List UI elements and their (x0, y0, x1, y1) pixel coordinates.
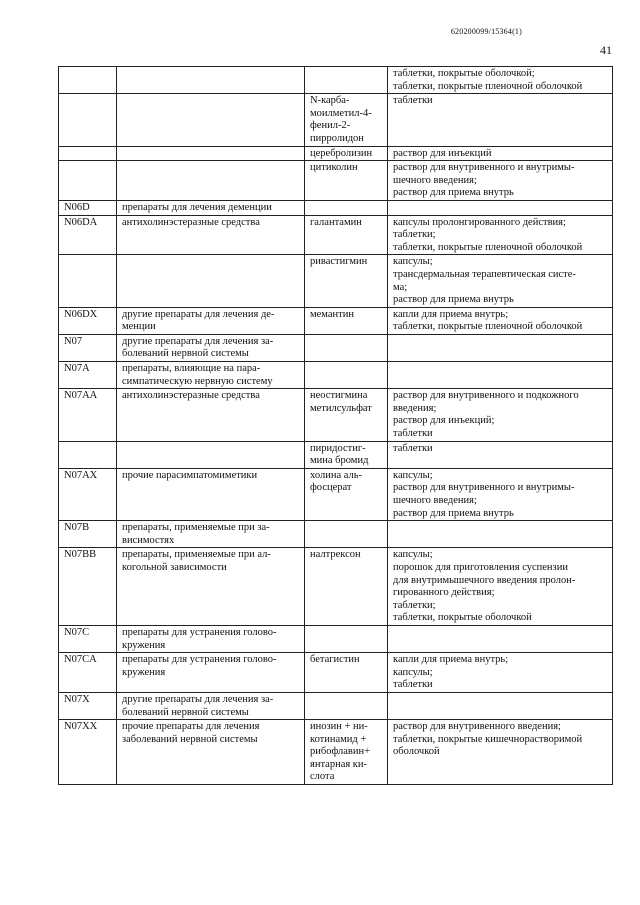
group-name-cell: препараты, применяемые при ал- когольной зависимости (117, 548, 305, 626)
atc-code-cell: N06D (59, 200, 117, 215)
substance-cell: N-карба- моилметил-4- фенил-2- пирролидон (305, 94, 388, 146)
substance-cell: цитиколин (305, 161, 388, 201)
substance-cell (305, 692, 388, 719)
group-name-cell: прочие препараты для лечения заболеваний нервной системы (117, 720, 305, 785)
dosage-forms-cell (388, 362, 613, 389)
substance-cell: мемантин (305, 307, 388, 334)
group-name-cell: прочие парасимпатомиметики (117, 468, 305, 520)
table-row (59, 200, 613, 215)
atc-code-cell: N07 (59, 334, 117, 361)
table-row (59, 67, 613, 94)
group-name-cell (117, 161, 305, 201)
dosage-forms-cell: капсулы; порошок для приготовления суспензии для внутримышечного введения пролон- гированного действия; таблетки; таблетки, покрытые оболочкой (388, 548, 613, 626)
substance-cell: ривастигмин (305, 255, 388, 307)
dosage-forms-cell (388, 625, 613, 652)
substance-cell (305, 334, 388, 361)
dosage-forms-cell (388, 692, 613, 719)
table-row (59, 215, 613, 255)
atc-code-cell (59, 146, 117, 161)
substance-cell (305, 200, 388, 215)
atc-code-cell: N06DX (59, 307, 117, 334)
group-name-cell (117, 441, 305, 468)
table-row (59, 468, 613, 520)
atc-code-cell (59, 67, 117, 94)
group-name-cell: препараты, применяемые при за- висимостях (117, 521, 305, 548)
table-row (59, 389, 613, 441)
table-row (59, 255, 613, 307)
document-id: 620200099/15364(1) (450, 27, 522, 36)
dosage-forms-cell: таблетки (388, 94, 613, 146)
dosage-forms-cell: раствор для внутривенного и подкожного введения; раствор для инъекций; таблетки (388, 389, 613, 441)
group-name-cell: препараты для устранения голово- кружения (117, 625, 305, 652)
dosage-forms-cell: раствор для внутривенного введения; таблетки, покрытые кишечнорастворимой оболочкой (388, 720, 613, 785)
table-row (59, 94, 613, 146)
table-row (59, 548, 613, 626)
group-name-cell (117, 146, 305, 161)
dosage-forms-cell: капсулы; трансдермальная терапевтическая систе- ма; раствор для приема внутрь (388, 255, 613, 307)
table-row (59, 362, 613, 389)
dosage-forms-cell: раствор для инъекций (388, 146, 613, 161)
atc-code-cell: N07AA (59, 389, 117, 441)
atc-code-cell: N07AX (59, 468, 117, 520)
substance-cell (305, 521, 388, 548)
table-row (59, 334, 613, 361)
group-name-cell (117, 67, 305, 94)
table-row (59, 146, 613, 161)
drug-table (58, 66, 613, 785)
drug-table-body (59, 67, 613, 785)
atc-code-cell (59, 94, 117, 146)
page-number: 41 (600, 43, 612, 57)
table-row (59, 625, 613, 652)
table-row (59, 161, 613, 201)
atc-code-cell (59, 255, 117, 307)
atc-code-cell: N07XX (59, 720, 117, 785)
substance-cell: холина аль- фосцерат (305, 468, 388, 520)
table-row (59, 692, 613, 719)
table-row (59, 720, 613, 785)
atc-code-cell (59, 441, 117, 468)
table-row (59, 521, 613, 548)
substance-cell (305, 67, 388, 94)
atc-code-cell: N07BB (59, 548, 117, 626)
table-row (59, 441, 613, 468)
substance-cell: церебролизин (305, 146, 388, 161)
dosage-forms-cell: капсулы; раствор для внутривенного и внутримы- шечного введения; раствор для приема внутрь (388, 468, 613, 520)
group-name-cell (117, 94, 305, 146)
group-name-cell: другие препараты для лечения за- болеваний нервной системы (117, 692, 305, 719)
substance-cell (305, 625, 388, 652)
dosage-forms-cell (388, 334, 613, 361)
substance-cell: неостигмина метилсульфат (305, 389, 388, 441)
dosage-forms-cell: капли для приема внутрь; капсулы; таблетки (388, 653, 613, 693)
substance-cell: бетагистин (305, 653, 388, 693)
dosage-forms-cell (388, 521, 613, 548)
atc-code-cell (59, 161, 117, 201)
atc-code-cell: N07X (59, 692, 117, 719)
substance-cell: налтрексон (305, 548, 388, 626)
substance-cell: инозин + ни- котинамид + рибофлавин+ янтарная ки- слота (305, 720, 388, 785)
atc-code-cell: N06DA (59, 215, 117, 255)
table-row (59, 653, 613, 693)
dosage-forms-cell (388, 200, 613, 215)
substance-cell (305, 362, 388, 389)
dosage-forms-cell: капсулы пролонгированного действия; таблетки; таблетки, покрытые пленочной оболочкой (388, 215, 613, 255)
group-name-cell: другие препараты для лечения за- болеваний нервной системы (117, 334, 305, 361)
atc-code-cell: N07CA (59, 653, 117, 693)
dosage-forms-cell: таблетки, покрытые оболочкой; таблетки, покрытые пленочной оболочкой (388, 67, 613, 94)
group-name-cell: другие препараты для лечения де- менции (117, 307, 305, 334)
substance-cell: пиридостиг- мина бромид (305, 441, 388, 468)
atc-code-cell: N07A (59, 362, 117, 389)
group-name-cell: антихолинэстеразные средства (117, 389, 305, 441)
group-name-cell: антихолинэстеразные средства (117, 215, 305, 255)
group-name-cell: препараты для устранения голово- кружения (117, 653, 305, 693)
dosage-forms-cell: раствор для внутривенного и внутримы- шечного введения; раствор для приема внутрь (388, 161, 613, 201)
dosage-forms-cell: капли для приема внутрь; таблетки, покрытые пленочной оболочкой (388, 307, 613, 334)
substance-cell: галантамин (305, 215, 388, 255)
atc-code-cell: N07B (59, 521, 117, 548)
table-row (59, 307, 613, 334)
group-name-cell: препараты, влияющие на пара- симпатическую нервную систему (117, 362, 305, 389)
dosage-forms-cell: таблетки (388, 441, 613, 468)
group-name-cell: препараты для лечения деменции (117, 200, 305, 215)
atc-code-cell: N07C (59, 625, 117, 652)
group-name-cell (117, 255, 305, 307)
